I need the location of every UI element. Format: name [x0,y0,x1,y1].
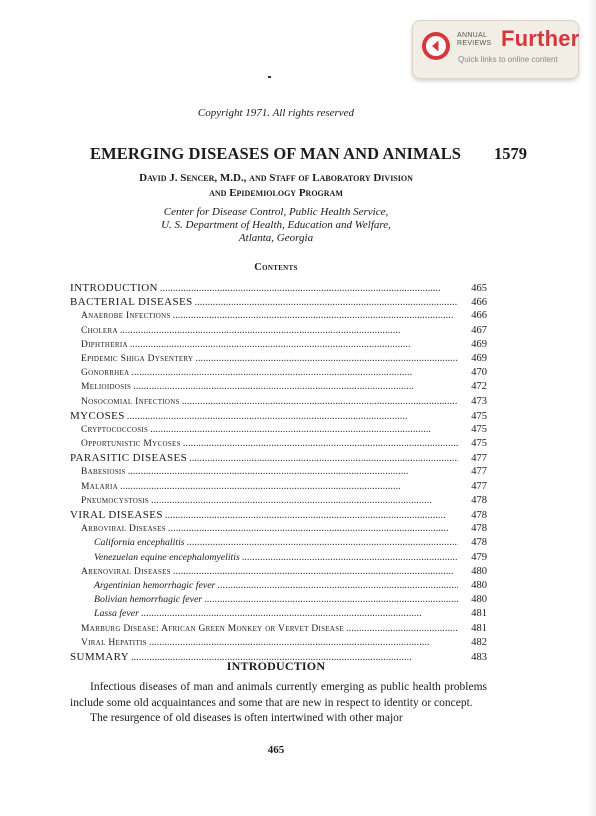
toc-entry-label: Anaerobe Infections [81,311,171,322]
toc-entry[interactable] [70,466,487,480]
toc-entry[interactable] [70,396,487,410]
toc-leader-dots [130,339,458,350]
toc-leader-dots [195,297,458,308]
toc-entry[interactable] [70,310,487,324]
toc-entry-page: 477 [471,466,487,478]
toc-entry-page: 479 [471,551,487,563]
toc-entry-label: Opportunistic Mycoses [81,439,181,450]
toc-entry[interactable] [70,339,487,353]
toc-entry-page: 475 [471,423,487,435]
badge-subtitle: Quick links to online content [458,55,558,64]
toc-entry-page: 473 [471,395,487,407]
toc-entry-label: Bolivian hemorrhagic fever [94,594,203,606]
toc-leader-dots [182,396,458,407]
toc-entry-page: 469 [471,338,487,350]
authors-line-1: David J. Sencer, M.D., and Staff of Laboratory Division [139,172,413,184]
toc-entry-label: Pneumocystosis [81,495,150,506]
article-number: 1579 [494,144,527,163]
toc-entry[interactable] [70,481,487,495]
toc-entry-label: Nosocomial Infections [81,396,180,407]
toc-entry-label: Diphtheria [81,339,128,350]
toc-entry-page: 480 [471,579,487,591]
toc-entry-page: 475 [471,410,487,422]
toc-entry[interactable] [70,495,487,509]
toc-entry-label: Lassa fever [94,608,139,620]
toc-leader-dots [168,523,458,534]
toc-entry[interactable] [70,509,487,523]
toc-entry[interactable] [70,296,487,310]
toc-entry-label: Epidemic Shiga Dysentery [81,353,194,364]
toc-entry-label: Cryptococcosis [81,424,149,435]
toc-entry[interactable] [70,566,487,580]
paragraph: The resurgence of old diseases is often intertwined with other major [90,712,403,725]
toc-leader-dots [127,411,458,422]
toc-leader-dots [183,438,458,449]
introduction-heading: INTRODUCTION [226,659,326,673]
toc-entry-page: 475 [471,438,487,450]
toc-entry-label: Viral Hepatitis [81,637,147,648]
toc-entry[interactable] [70,367,487,381]
title-row [90,144,527,166]
toc-entry-page: 480 [471,565,487,577]
toc-entry-page: 482 [471,636,487,648]
contents-heading: Contents [254,262,298,273]
toc-leader-dots [128,466,458,477]
copyright-notice: Copyright 1971. All rights reserved [197,107,355,119]
table-of-contents [70,282,487,665]
page-number: 465 [267,744,285,756]
toc-entry[interactable] [70,381,487,395]
toc-leader-dots [173,566,458,577]
toc-entry[interactable] [70,282,487,296]
toc-entry-page: 478 [471,494,487,506]
toc-entry-label: MYCOSES [70,409,125,422]
toc-entry[interactable] [70,438,487,452]
toc-entry-label: Marburg Disease: African Green Monkey or Vervet Disease [81,623,345,634]
toc-entry[interactable] [70,537,487,551]
toc-entry[interactable] [70,552,487,566]
toc-entry-page: 478 [471,510,487,521]
toc-entry-label: BACTERIAL DISEASES [70,296,193,309]
introduction-body [70,680,487,727]
toc-entry-label: Arenoviral Diseases [81,566,171,577]
toc-entry[interactable] [70,523,487,537]
toc-leader-dots [165,510,458,521]
toc-leader-dots [120,481,458,492]
affiliation-line-1: Center for Disease Control, Public Health Service, [163,206,389,218]
toc-entry[interactable] [70,424,487,438]
toc-entry[interactable] [70,325,487,339]
toc-entry[interactable] [70,637,487,651]
toc-leader-dots [133,381,458,392]
toc-leader-dots [187,537,458,548]
toc-entry[interactable] [70,353,487,367]
toc-entry-page: 477 [471,480,487,492]
scan-speck [268,76,271,78]
toc-entry[interactable] [70,452,487,466]
toc-entry[interactable] [70,594,487,608]
toc-leader-dots [204,594,458,605]
toc-entry-page: 472 [471,381,487,393]
toc-leader-dots [160,283,458,294]
toc-leader-dots [346,623,458,634]
toc-leader-dots [120,325,458,336]
toc-leader-dots [173,310,458,321]
toc-entry-page: 478 [471,537,487,549]
affiliation-line-3: Atlanta, Georgia [238,232,314,244]
toc-entry-label: VIRAL DISEASES [70,509,163,521]
toc-entry[interactable] [70,410,487,424]
toc-entry-label: Arboviral Diseases [81,524,166,535]
toc-entry-label: Gonorrhea [81,368,130,379]
toc-entry-label: Malaria [81,481,118,492]
toc-entry-label: Venezuelan equine encephalomyelitis [94,551,240,563]
toc-entry-page: 480 [471,594,487,606]
toc-entry-page: 477 [471,453,487,465]
toc-leader-dots [189,453,458,464]
toc-entry-page: 466 [471,310,487,322]
toc-entry-label: PARASITIC DISEASES [70,452,188,465]
page-edge-shadow [588,0,596,816]
toc-entry-page: 481 [471,622,487,634]
toc-leader-dots [151,495,458,506]
toc-entry-page: 469 [471,352,487,364]
toc-leader-dots [131,367,458,378]
toc-entry-page: 483 [471,651,487,663]
toc-entry-label: Babesiosis [81,467,126,478]
paragraph: Infectious diseases of man and animals currently emerging as public health problems include some old acquaintances and some that are new in respect to identity or concept. [70,681,487,709]
badge-publisher-label: ANNUAL REVIEWS [457,32,492,47]
toc-entry-page: 470 [471,367,487,379]
affiliation-line-2: U. S. Department of Health, Education and Welfare, [161,219,391,231]
toc-entry-page: 478 [471,523,487,535]
badge-title: Further [501,26,580,51]
toc-entry-page: 465 [471,283,487,294]
authors-line-2: and Epidemiology Program [209,187,343,199]
toc-entry[interactable] [70,580,487,594]
toc-entry-label: SUMMARY [70,650,130,663]
toc-entry-label: Argentinian hemorrhagic fever [94,579,216,591]
toc-entry-label: Cholera [81,325,118,336]
toc-leader-dots [149,637,458,648]
toc-entry-label: California encephalitis [94,537,185,549]
toc-entry[interactable] [70,623,487,637]
play-circle-icon [421,31,451,61]
toc-entry-page: 481 [471,608,487,620]
toc-entry-label: INTRODUCTION [70,282,158,294]
toc-entry-label: Melioidosis [81,382,132,393]
toc-leader-dots [141,608,458,619]
article-title: EMERGING DISEASES OF MAN AND ANIMALS [90,144,462,163]
toc-leader-dots [150,424,458,435]
toc-leader-dots [242,552,458,563]
toc-entry-page: 467 [471,324,487,336]
toc-leader-dots [217,580,458,591]
toc-entry-page: 466 [471,297,487,309]
annual-reviews-further-badge[interactable] [412,20,579,79]
toc-entry[interactable] [70,608,487,622]
toc-leader-dots [195,353,458,364]
